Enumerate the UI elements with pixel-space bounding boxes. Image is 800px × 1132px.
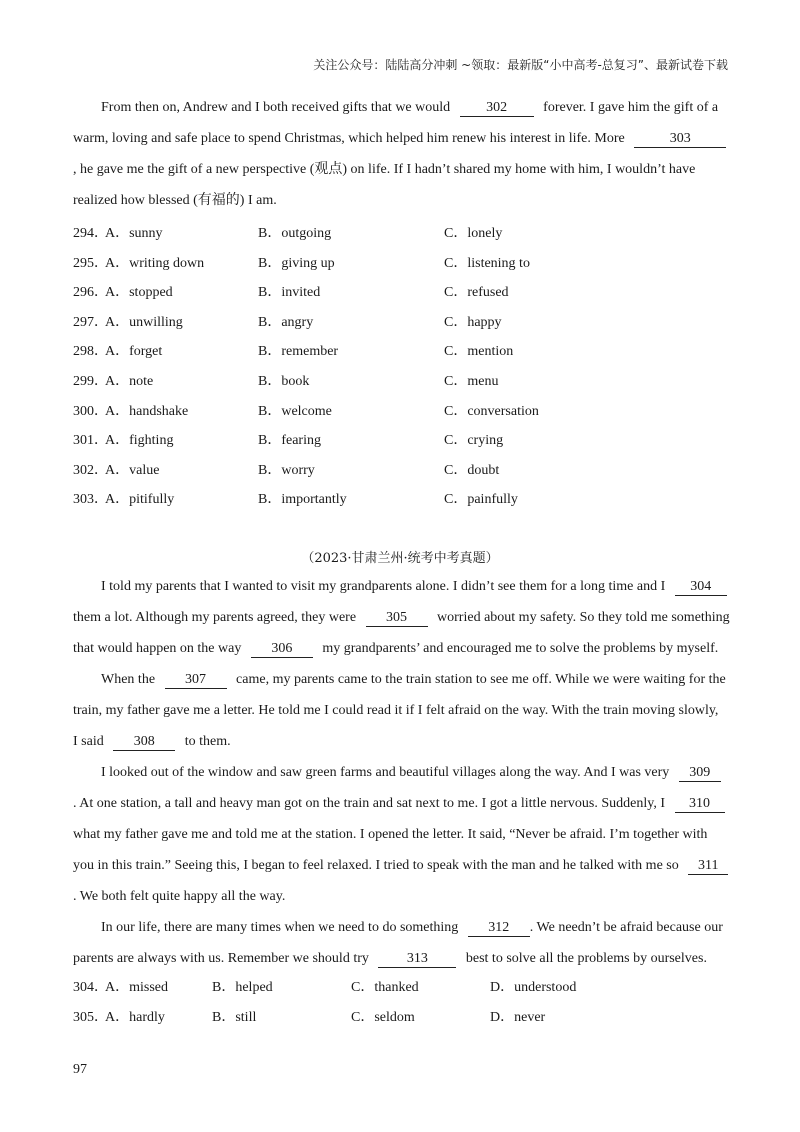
passage-text: you in this train.” Seeing this, I began to feel relaxed. I tried to speak with the man and he talked with me so — [73, 858, 679, 873]
blank-312: 312 — [468, 919, 530, 937]
question-number: 300． — [73, 403, 108, 419]
blank-305: 305 — [366, 609, 428, 627]
option-b: B．fearing — [258, 433, 321, 449]
option-c: C．thanked — [351, 980, 419, 995]
passage-line — [73, 912, 729, 943]
passage-line — [73, 92, 729, 123]
passage-2 — [73, 571, 729, 974]
question-number: 302． — [73, 462, 108, 478]
option-b: B．remember — [258, 344, 339, 360]
option-a: A．unwilling — [105, 314, 183, 330]
blank-307: 307 — [165, 671, 227, 689]
question-number: 299． — [73, 373, 108, 389]
option-a: A．stopped — [105, 285, 173, 301]
blank-302: 302 — [460, 99, 534, 117]
option-a: A．hardly — [105, 1009, 165, 1025]
blank-313: 313 — [378, 950, 456, 968]
blank-308: 308 — [113, 733, 175, 751]
passage-text: forever. I gave him the gift of a — [543, 100, 719, 115]
page-header: 关注公众号：陆陆高分冲刺 ~领取：最新版“小中高考-总复习”、最新试卷下载 — [313, 58, 728, 72]
option-c: C．menu — [444, 373, 499, 389]
option-d: D．never — [490, 1009, 546, 1025]
passage-text: In our life, there are many times when we need to do something — [101, 920, 459, 935]
page-number: 97 — [73, 1062, 87, 1077]
passage-text: my grandparents’ and encouraged me to solve the problems by myself. — [322, 641, 719, 656]
option-b: B．still — [212, 1009, 257, 1025]
passage-line — [73, 726, 729, 757]
option-b: B．angry — [258, 314, 314, 330]
passage-line: . We both felt quite happy all the way. — [73, 889, 286, 904]
passage-text: that would happen on the way — [73, 641, 242, 656]
question-number: 295． — [73, 255, 108, 271]
passage-1 — [73, 92, 729, 216]
question-number: 301． — [73, 433, 108, 449]
passage-text: I said — [73, 734, 104, 749]
option-a: A．value — [105, 462, 160, 478]
blank-310: 310 — [675, 795, 725, 813]
question-number: 304． — [73, 980, 108, 995]
passage-text: them a lot. Although my parents agreed, they were — [73, 610, 357, 625]
passage-text: parents are always with us. Remember we should try — [73, 951, 369, 966]
option-c: C．doubt — [444, 462, 500, 478]
passage-text: best to solve all the problems by ourselves. — [465, 951, 707, 966]
passage-text: came, my parents came to the train station to see me off. While we were waiting for the — [236, 672, 726, 687]
question-number: 296． — [73, 285, 108, 301]
passage-text: I looked out of the window and saw green farms and beautiful villages along the way. And I was very — [101, 765, 670, 780]
option-a: A．fighting — [105, 433, 174, 449]
passage-line — [73, 788, 729, 819]
passage-line: , he gave me the gift of a new perspective (观点) on life. If I hadn’t shared my home with him, I wouldn’t have — [73, 162, 696, 177]
option-b: B．worry — [258, 462, 315, 478]
passage-text: worried about my safety. So they told me something — [437, 610, 730, 625]
passage-line — [73, 664, 729, 695]
option-a: A．writing down — [105, 255, 205, 271]
blank-311: 311 — [688, 857, 728, 875]
option-c: C．listening to — [444, 255, 530, 271]
option-b: B．giving up — [258, 255, 335, 271]
passage-text: From then on, Andrew and I both received gifts that we would — [101, 100, 451, 115]
blank-304: 304 — [675, 578, 727, 596]
blank-306: 306 — [251, 640, 313, 658]
passage-line — [73, 123, 729, 154]
option-a: A．pitifully — [105, 492, 175, 508]
option-b: B．helped — [212, 980, 273, 995]
option-c: C．lonely — [444, 226, 503, 241]
question-number: 297． — [73, 314, 108, 330]
option-c: C．mention — [444, 344, 514, 360]
passage-line: realized how blessed (有福的) I am. — [73, 193, 277, 208]
option-b: B．invited — [258, 285, 321, 301]
blank-309: 309 — [679, 764, 721, 782]
option-a: A．note — [105, 373, 154, 389]
option-d: D．understood — [490, 980, 577, 995]
option-c: C．refused — [444, 285, 509, 301]
option-a: A．sunny — [105, 226, 163, 241]
passage-line — [73, 602, 729, 633]
passage-line: what my father gave me and told me at the station. I opened the letter. It said, “Never be afraid. I’m together with — [73, 827, 708, 842]
passage-text: warm, loving and safe place to spend Christmas, which helped him renew his interest in life. More — [73, 131, 625, 146]
question-number: 294． — [73, 226, 108, 241]
passage-line: train, my father gave me a letter. He told me I could read it if I felt afraid on the way. With the train moving slowly, — [73, 703, 719, 718]
option-a: A．handshake — [105, 403, 189, 419]
passage-text: . We needn’t be afraid because our — [529, 920, 723, 935]
option-a: A．forget — [105, 344, 163, 360]
passage-line — [73, 571, 729, 602]
option-c: C．crying — [444, 433, 504, 449]
option-b: B．book — [258, 373, 310, 389]
question-number: 298． — [73, 344, 108, 360]
option-c: C．conversation — [444, 403, 539, 419]
passage-text: . At one station, a tall and heavy man got on the train and sat next to me. I got a little nervous. Suddenly, I — [73, 796, 666, 811]
passage-text: When the — [101, 672, 156, 687]
question-number: 305． — [73, 1009, 108, 1025]
passage-line — [73, 633, 729, 664]
question-number: 303． — [73, 492, 108, 508]
section-title: （2023·甘肃兰州·统考中考真题） — [301, 551, 499, 566]
option-a: A．missed — [105, 980, 168, 995]
passage-line — [73, 757, 729, 788]
option-c: C．painfully — [444, 492, 518, 508]
option-c: C．seldom — [351, 1009, 415, 1025]
passage-text: I told my parents that I wanted to visit my grandparents alone. I didn’t see them for a long time and I — [101, 579, 666, 594]
passage-text: to them. — [184, 734, 231, 749]
option-c: C．happy — [444, 314, 502, 330]
option-b: B．welcome — [258, 403, 332, 419]
option-b: B．importantly — [258, 492, 347, 508]
blank-303: 303 — [634, 130, 726, 148]
passage-line — [73, 943, 729, 974]
option-b: B．outgoing — [258, 226, 332, 241]
passage-line — [73, 850, 729, 881]
